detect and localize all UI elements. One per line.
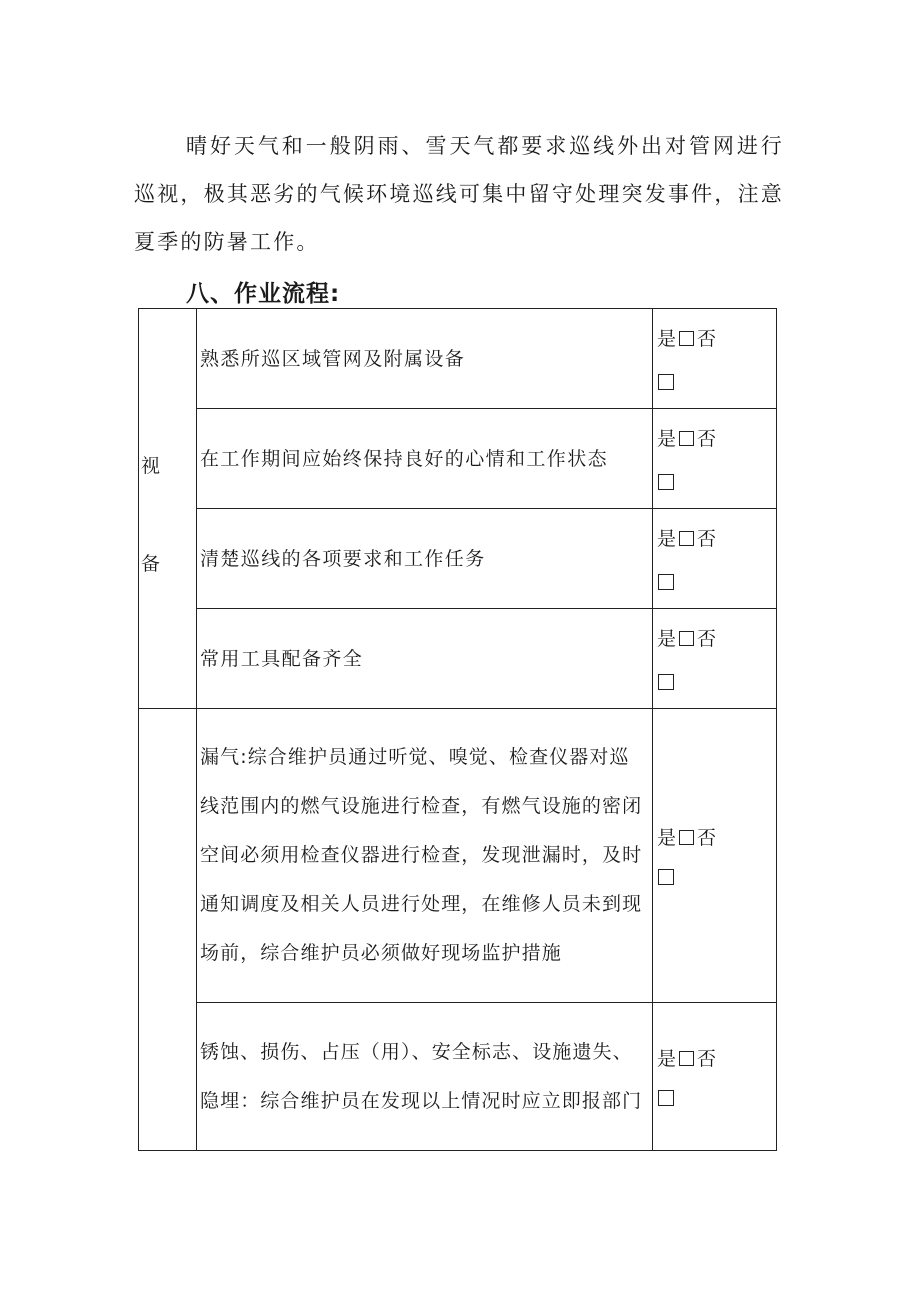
table-cell-item: 常用工具配备齐全 — [197, 609, 653, 709]
category-cell-inspection — [139, 709, 197, 1151]
table-row — [139, 709, 777, 1003]
checkbox-no-icon[interactable] — [658, 1090, 674, 1106]
table-cell-item: 在工作期间应始终保持良好的心情和工作状态 — [197, 409, 653, 509]
table-cell-item: 清楚巡线的各项要求和工作任务 — [197, 509, 653, 609]
check-cell — [653, 609, 777, 709]
category-label-top: 视 — [141, 455, 161, 477]
checkbox-no-icon[interactable] — [658, 374, 674, 390]
table-row — [139, 509, 777, 609]
yes-no-label: 是 否 — [657, 527, 718, 550]
checkbox-no-icon[interactable] — [658, 574, 674, 590]
check-cell — [653, 309, 777, 409]
checkbox-no-icon[interactable] — [658, 474, 674, 490]
table-row — [139, 309, 777, 409]
intro-paragraph: 晴好天气和一般阴雨、雪天气都要求巡线外出对管网进行巡视，极其恶劣的气候环境巡线可集中留守处理突发事件，注意夏季的防暑工作。 — [134, 134, 784, 254]
yes-no-label: 是 否 — [657, 1047, 718, 1070]
yes-no-label: 是 否 — [657, 427, 718, 450]
table-row — [139, 609, 777, 709]
yes-no-label: 是 否 — [657, 826, 718, 849]
table-row — [139, 1003, 777, 1151]
checkbox-yes-icon[interactable] — [679, 531, 694, 546]
check-cell — [653, 509, 777, 609]
table-cell-item: 漏气:综合维护员通过听觉、嗅觉、检查仪器对巡线范围内的燃气设施进行检查，有燃气设施的密闭空间必须用检查仪器进行检查，发现泄漏时，及时通知调度及相关人员进行处理，在维修人员未到现场前，综合维护员必须做好现场监护措施 — [197, 709, 653, 1003]
checkbox-yes-icon[interactable] — [679, 431, 694, 446]
checkbox-no-icon[interactable] — [658, 674, 674, 690]
checkbox-yes-icon[interactable] — [679, 1051, 694, 1066]
check-cell — [653, 409, 777, 509]
table-cell-item: 锈蚀、损伤、占压（用）、安全标志、设施遗失、隐埋：综合维护员在发现以上情况时应立即报部门 — [197, 1003, 653, 1151]
category-label-bottom: 备 — [141, 553, 161, 575]
yes-no-label: 是 否 — [657, 627, 718, 650]
workflow-table — [138, 308, 777, 1151]
checkbox-yes-icon[interactable] — [679, 631, 694, 646]
check-cell — [653, 709, 777, 1003]
yes-no-label: 是 否 — [657, 327, 718, 350]
table-cell-item: 熟悉所巡区域管网及附属设备 — [197, 309, 653, 409]
checkbox-yes-icon[interactable] — [679, 331, 694, 346]
section-heading: 八、作业流程: — [186, 281, 341, 307]
check-cell — [653, 1003, 777, 1151]
checkbox-no-icon[interactable] — [658, 869, 674, 885]
category-cell-preparation — [139, 309, 197, 709]
table-row — [139, 409, 777, 509]
checkbox-yes-icon[interactable] — [679, 830, 694, 845]
